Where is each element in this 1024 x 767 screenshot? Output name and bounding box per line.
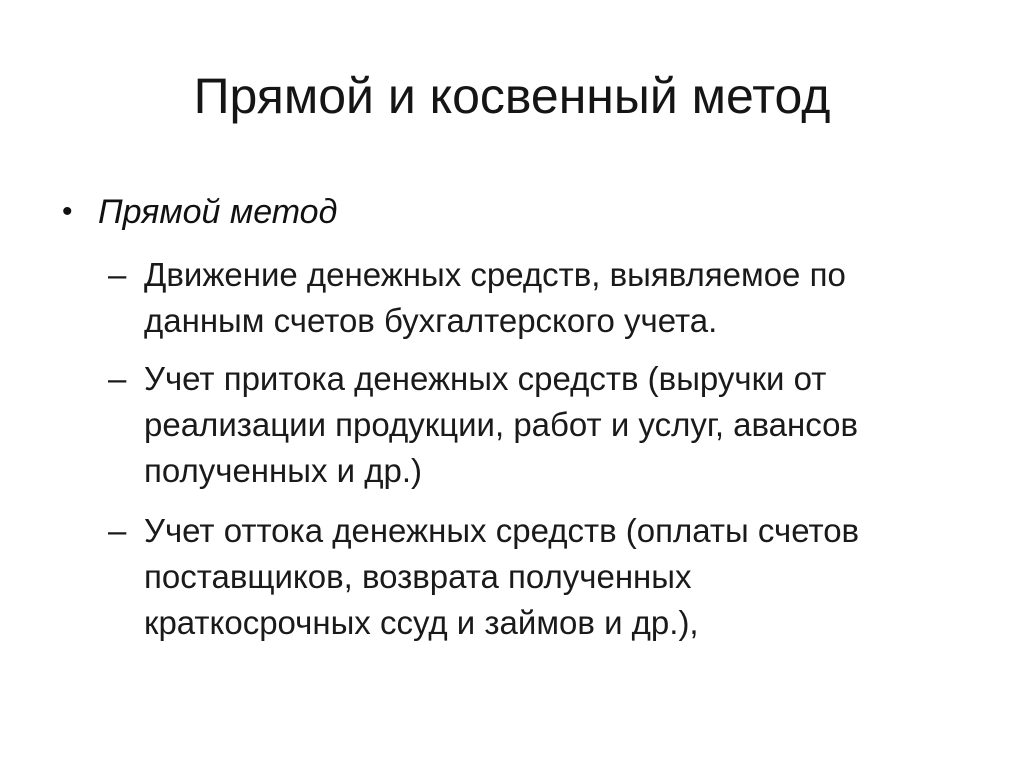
slide-title: Прямой и косвенный метод bbox=[193, 68, 831, 124]
sub-item-line: Учет притока денежных средств (выручки от bbox=[144, 360, 827, 397]
sub-item-line: полученных и др.) bbox=[144, 452, 423, 489]
sub-item-line: реализации продукции, работ и услуг, авансов bbox=[144, 406, 859, 443]
bullet-text: Прямой метод bbox=[98, 193, 338, 231]
sub-item-line: краткосрочных ссуд и займов и др.), bbox=[144, 604, 699, 641]
sub-item-line: поставщиков, возврата полученных bbox=[144, 558, 692, 595]
sub-item-marker: – bbox=[108, 360, 127, 397]
sub-item-marker: – bbox=[108, 512, 127, 549]
sub-item-line: данным счетов бухгалтерского учета. bbox=[144, 302, 718, 339]
bullet-marker: • bbox=[62, 195, 73, 228]
sub-item-line: Учет оттока денежных средств (оплаты счетов bbox=[144, 512, 860, 549]
sub-item-line: Движение денежных средств, выявляемое по bbox=[144, 256, 846, 293]
sub-item-marker: – bbox=[108, 256, 127, 293]
